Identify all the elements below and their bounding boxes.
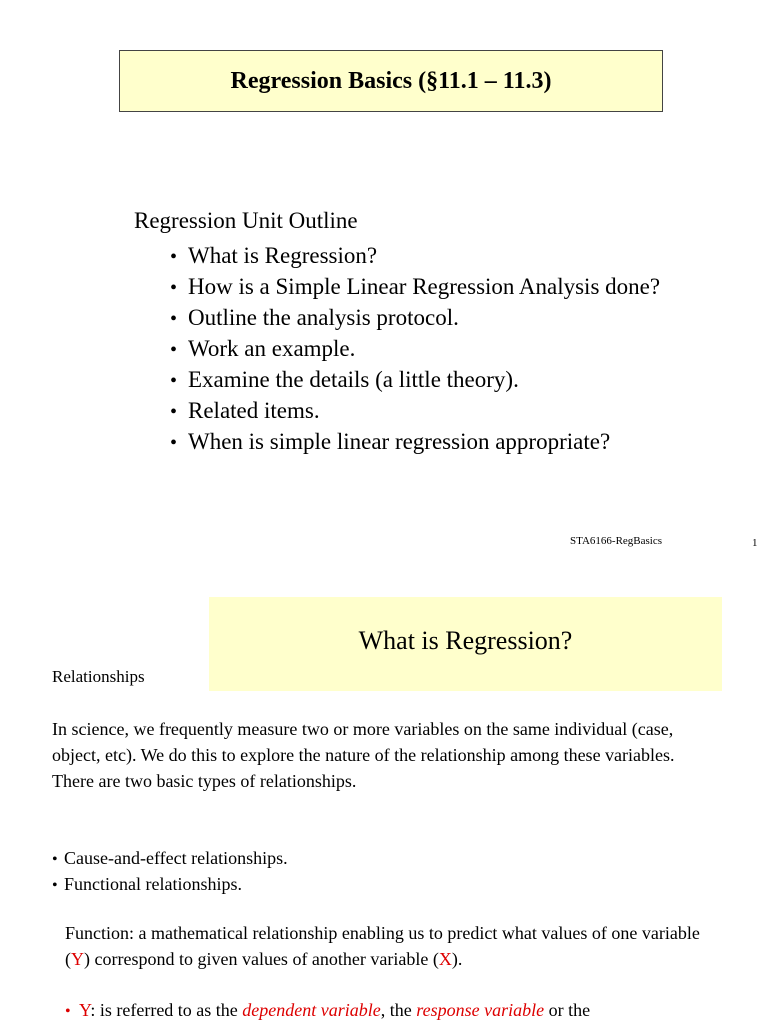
outline-item: • Examine the details (a little theory).	[170, 364, 660, 395]
slide-footer: STA6166-RegBasics	[570, 535, 663, 547]
dependent-variable-bullet: • Y: is referred to as the dependent variable, the response variable or the	[65, 997, 590, 1025]
bullet-icon: •	[170, 339, 178, 361]
intro-paragraph: In science, we frequently measure two or more variables on the same individual (case, object, etc). We do this to explore the nature of the relationship among these variables. There are two basic types of relationships.	[52, 719, 675, 791]
outline-list	[170, 240, 660, 457]
bullet-icon: •	[52, 851, 58, 868]
bullet-icon: •	[52, 877, 58, 894]
y-variable: Y	[79, 1000, 91, 1020]
y-variable: Y	[71, 949, 84, 969]
bullet-icon: •	[170, 246, 178, 268]
relationship-type-item: • Cause-and-effect relationships.	[52, 845, 288, 871]
bullet-icon: •	[170, 370, 178, 392]
slide2-title-box	[209, 597, 722, 691]
response-variable-term: response variable	[416, 1000, 545, 1020]
outline-item: • Related items.	[170, 395, 660, 426]
outline-item: • How is a Simple Linear Regression Analysis done?	[170, 271, 660, 302]
x-variable: X	[438, 949, 452, 969]
slide1-title-box	[119, 50, 663, 112]
outline-item: • Outline the analysis protocol.	[170, 302, 660, 333]
slide1-title: Regression Basics (§11.1 – 11.3)	[230, 67, 552, 94]
outline-heading: Regression Unit Outline	[134, 208, 358, 233]
section-label: Relationships	[52, 667, 145, 686]
bullet-icon: •	[170, 308, 178, 330]
dependent-variable-term: dependent variable	[242, 1000, 381, 1020]
outline-item: • When is simple linear regression appropriate?	[170, 426, 660, 457]
bullet-icon: •	[170, 401, 178, 423]
outline-item: • What is Regression?	[170, 240, 660, 271]
page-number: 1	[752, 537, 758, 549]
relationship-type-item: • Functional relationships.	[52, 871, 288, 897]
bullet-icon: •	[170, 277, 178, 299]
slide2-title: What is Regression?	[358, 626, 573, 655]
relationship-types-list	[52, 845, 288, 897]
bullet-icon: •	[65, 1003, 71, 1020]
bullet-icon: •	[170, 432, 178, 454]
function-definition: Function: a mathematical relationship enabling us to predict what values of one variable (Y) correspond to given values of another variable (X).	[65, 923, 700, 969]
outline-item: • Work an example.	[170, 333, 660, 364]
